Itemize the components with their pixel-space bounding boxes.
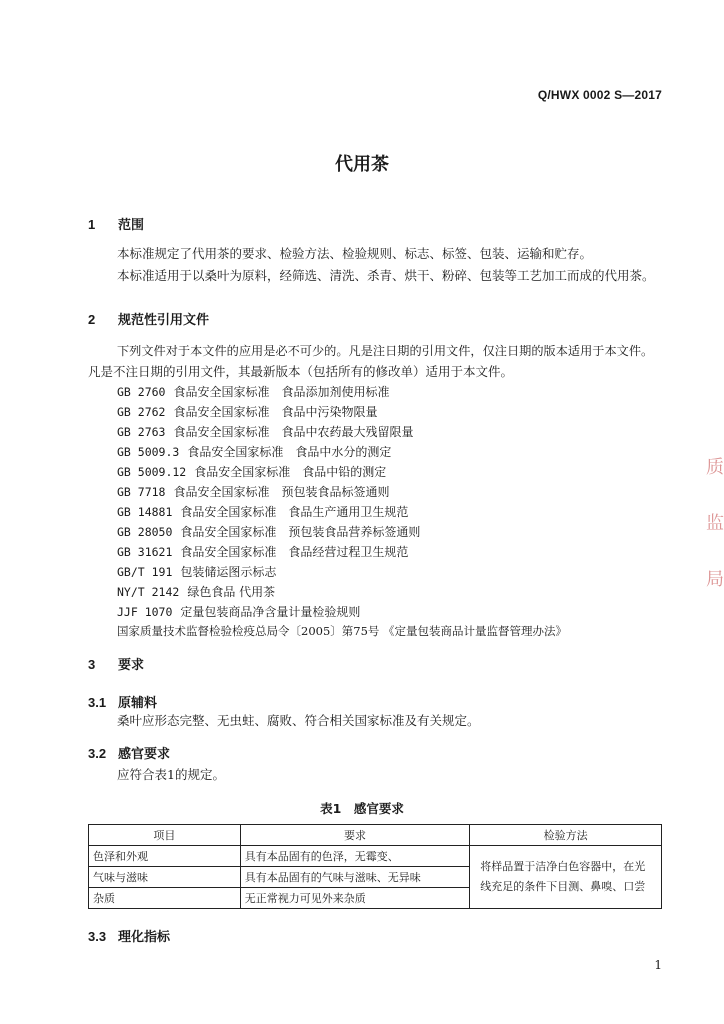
table-header-cell: 检验方法 [470,825,662,846]
reference-item [117,483,389,500]
reference-code: GB 7718 [117,485,166,499]
reference-title: 食品安全国家标准 食品添加剂使用标准 [173,385,390,399]
reference-code: NY/T 2142 [117,585,180,599]
table-header-cell: 项目 [89,825,241,846]
references-intro-2: 凡是不注日期的引用文件，其最新版本（包括所有的修改单）适用于本文件。 [88,364,514,379]
sensory-text: 应符合表1的规定。 [117,767,225,782]
section-title: 范围 [118,218,145,233]
section-3-3-heading [88,926,170,945]
section-3-heading [88,654,144,673]
reference-item [117,523,420,540]
reference-code: GB 2760 [117,385,166,399]
reference-code: GB 5009.12 [117,465,187,479]
requirement-cell: 无正常视力可见外来杂质 [240,888,470,909]
section-number: 3 [88,657,96,672]
reference-item [117,603,360,620]
section-title: 要求 [118,658,145,673]
section-3-1-heading [88,692,157,711]
test-method-cell: 将样品置于洁净白色容器中，在光线充足的条件下目测、鼻嗅、口尝 [470,846,662,909]
item-cell: 色泽和外观 [89,846,241,867]
reference-item [117,503,408,520]
reference-title: 食品安全国家标准 食品中铅的测定 [194,465,387,479]
reference-code: GB 28050 [117,525,173,539]
reference-code: GB 31621 [117,545,173,559]
reference-item [117,423,413,440]
reference-title: 食品安全国家标准 预包装食品标签通则 [173,485,390,499]
reference-title: 食品安全国家标准 食品经营过程卫生规范 [180,545,409,559]
official-stamp-fragment: 质 监 局 [706,457,724,590]
reference-code: GB 5009.3 [117,445,180,459]
reference-code: GB 2763 [117,425,166,439]
reference-title: 食品安全国家标准 预包装食品营养标签通则 [180,525,421,539]
requirement-cell: 具有本品固有的气味与滋味、无异味 [240,867,470,888]
section-2-heading [88,309,209,328]
reference-item [117,463,386,480]
standard-code: Q/HWX 0002 S—2017 [537,88,662,102]
section-number: 3.1 [88,695,107,710]
document-title: 代用茶 [335,154,389,175]
section-title: 规范性引用文件 [118,313,210,328]
section-number: 1 [88,217,96,232]
raw-material-text: 桑叶应形态完整、无虫蛀、腐败、符合相关国家标准及有关规定。 [117,713,480,728]
section-title: 感官要求 [118,747,171,762]
section-3-2-heading [88,743,170,762]
reference-item [117,403,377,420]
section-title: 理化指标 [118,930,171,945]
section-number: 2 [88,312,96,327]
item-cell: 气味与滋味 [89,867,241,888]
page-number: 1 [654,958,662,972]
table-row [89,846,662,867]
item-cell: 杂质 [89,888,241,909]
reference-code: JJF 1070 [117,605,173,619]
section-1-heading [88,214,144,233]
reference-item [117,383,389,400]
reference-title: 包装储运图示标志 [180,565,277,579]
reference-item [117,543,408,560]
table-1-title: 表1 感官要求 [320,801,404,816]
reference-item [117,623,567,639]
section-number: 3.3 [88,929,107,944]
references-intro-1: 下列文件对于本文件的应用是必不可少的。凡是注日期的引用文件，仅注日期的版本适用于本文件。 [117,344,654,358]
reference-title: 食品安全国家标准 食品中污染物限量 [173,405,378,419]
requirement-cell: 具有本品固有的色泽，无霉变、 [240,846,470,867]
scope-paragraph-2: 本标准适用于以桑叶为原料，经筛选、清洗、杀青、烘干、粉碎、包装等工艺加工而成的代用茶。 [117,268,655,283]
reference-title: 国家质量技术监督检验检疫总局令〔2005〕第75号 《定量包装商品计量监督管理办法》 [117,624,568,638]
reference-code: GB/T 191 [117,565,173,579]
scope-paragraph-1: 本标准规定了代用茶的要求、检验方法、检验规则、标志、标签、包装、运输和贮存。 [117,246,593,261]
reference-title: 食品安全国家标准 食品中农药最大残留限量 [173,425,414,439]
reference-title: 定量包装商品净含量计量检验规则 [180,605,361,619]
reference-item [117,563,276,580]
table-header-cell: 要求 [240,825,470,846]
reference-code: GB 14881 [117,505,173,519]
reference-title: 绿色食品 代用茶 [187,585,276,599]
section-title: 原辅料 [118,696,158,711]
sensory-requirements-table [88,824,662,909]
reference-code: GB 2762 [117,405,166,419]
reference-item [117,583,275,600]
section-number: 3.2 [88,746,107,761]
reference-title: 食品安全国家标准 食品生产通用卫生规范 [180,505,409,519]
table-header-row [89,825,662,846]
reference-item [117,443,391,460]
reference-title: 食品安全国家标准 食品中水分的测定 [187,445,392,459]
